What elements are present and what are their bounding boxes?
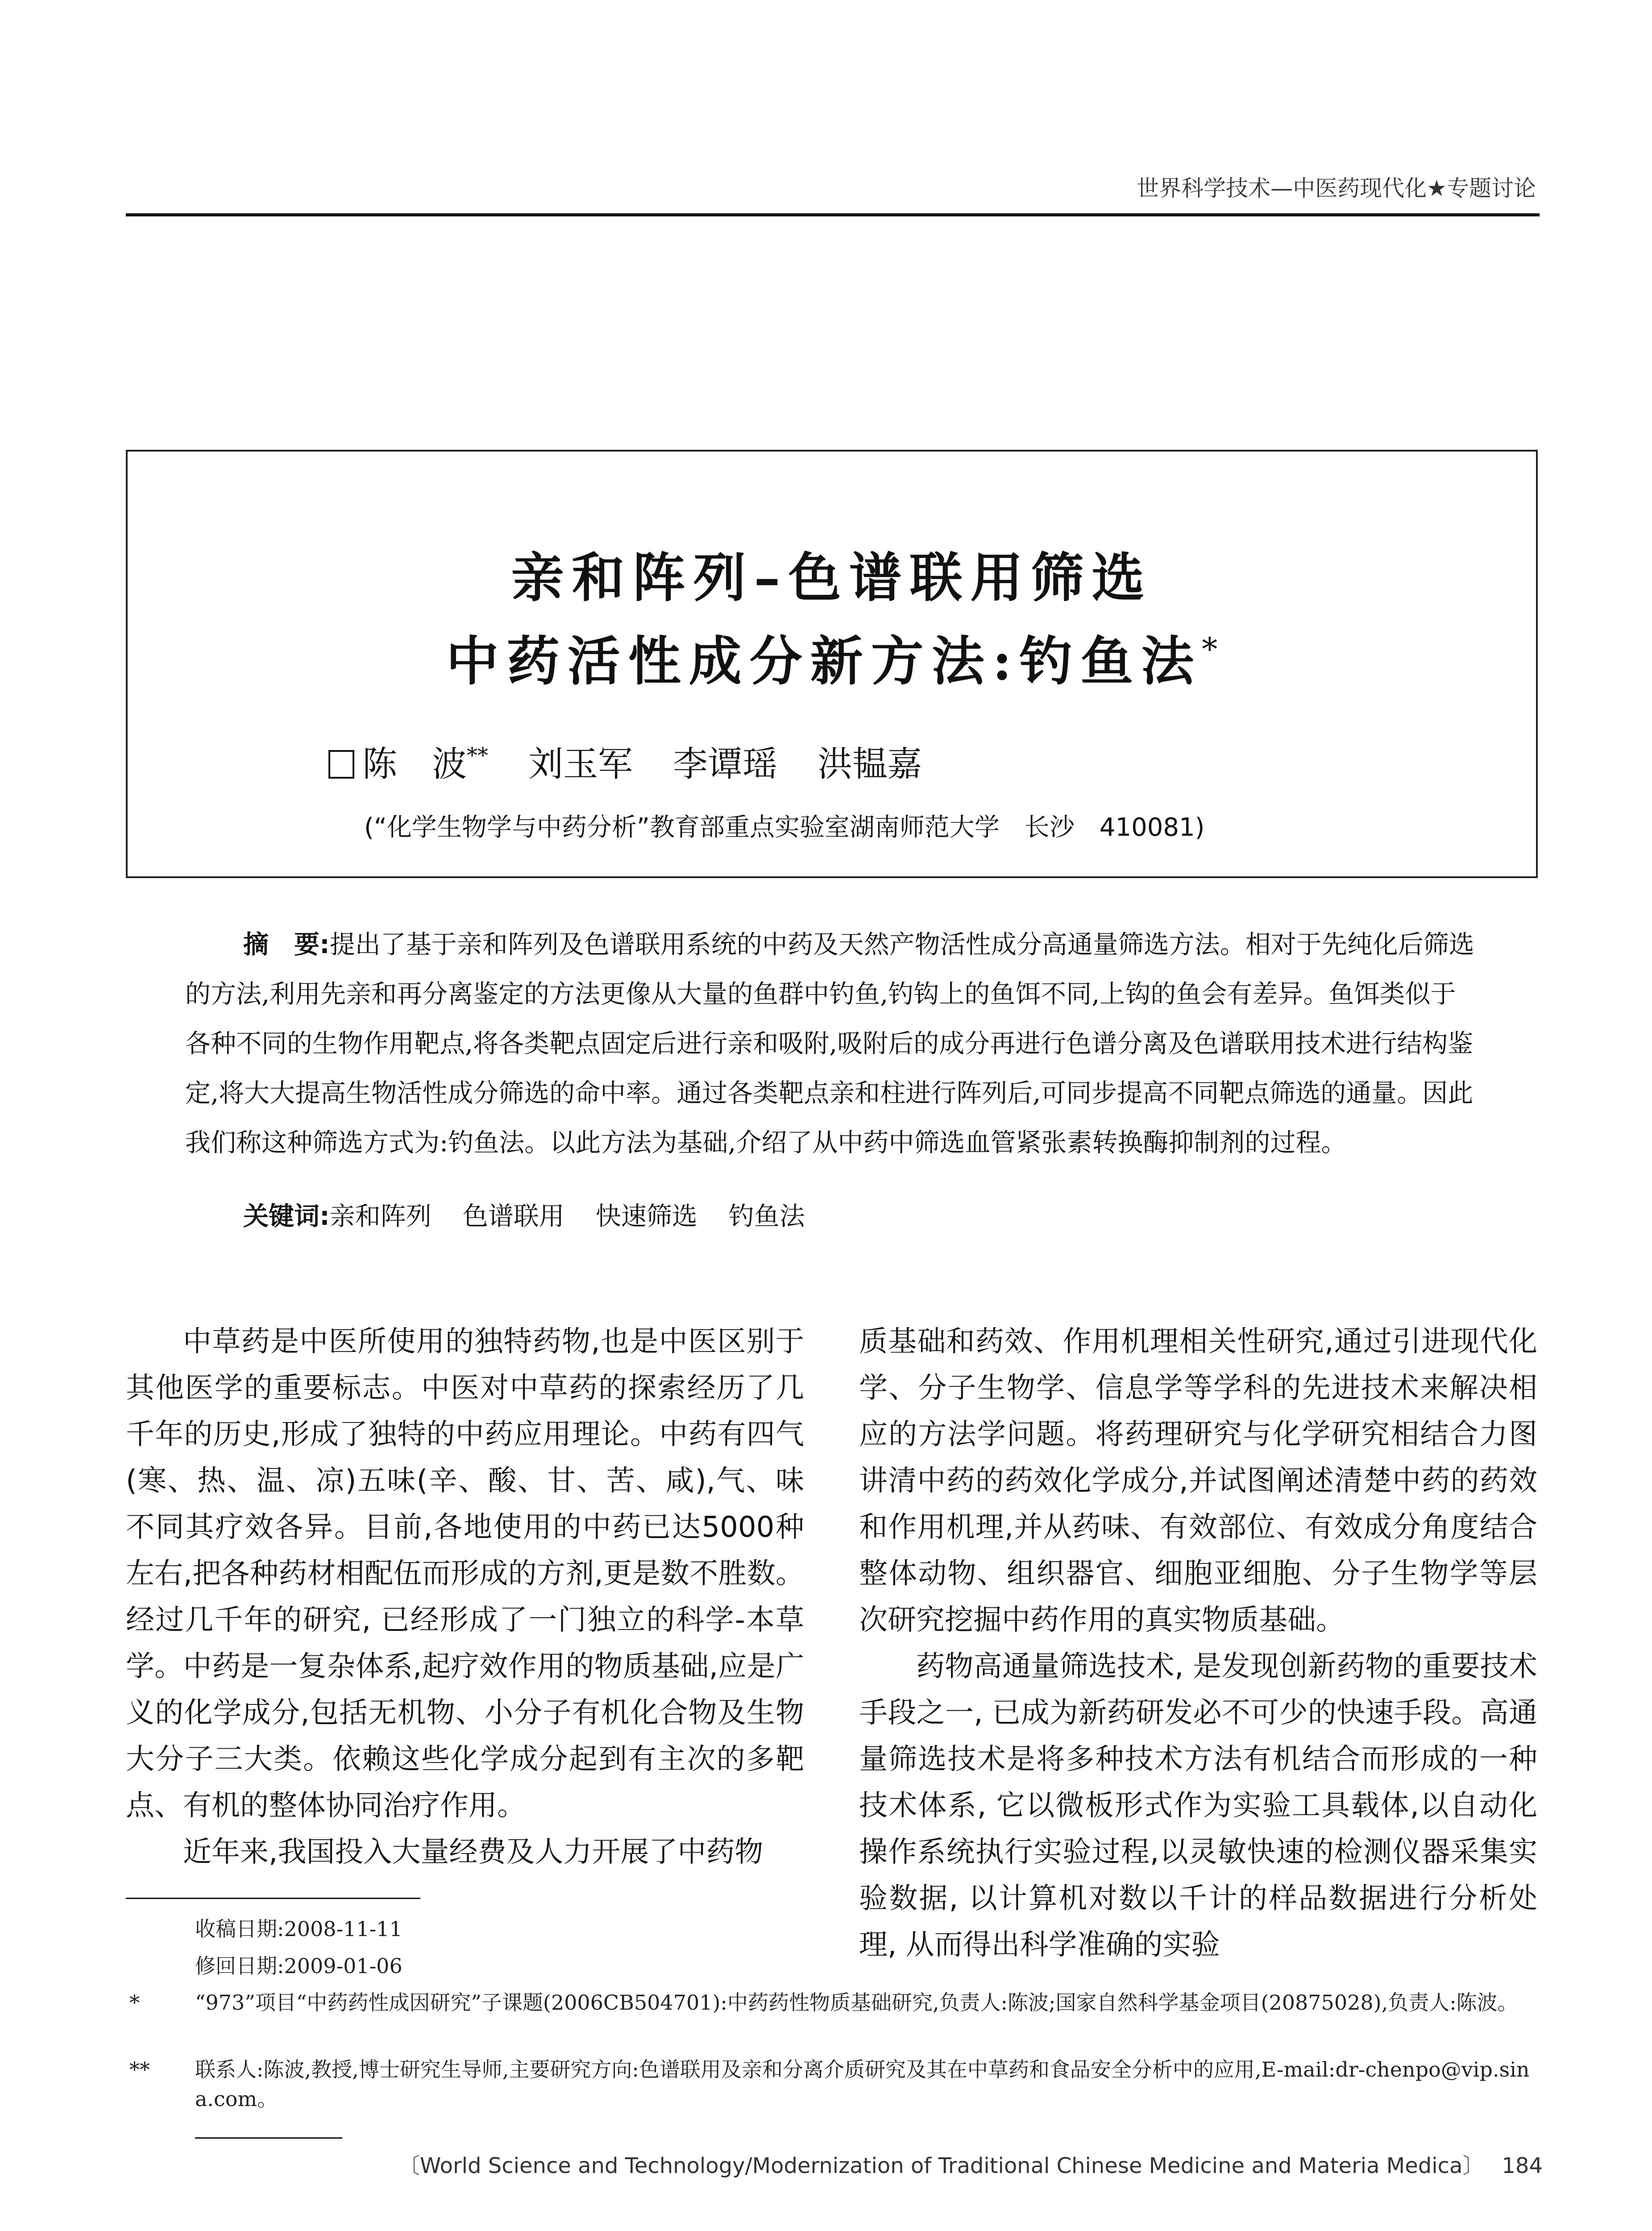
- author-3: 李谭瑶: [673, 744, 778, 784]
- footnote-star-mark: *: [129, 1990, 140, 2015]
- author-4: 洪韫嘉: [818, 744, 922, 784]
- title-line-2: [128, 619, 1536, 695]
- affiliation: (“化学生物学与中药分析”教育部重点实验室湖南师范大学 长沙 410081): [364, 813, 1205, 842]
- footnote-revised-date: 修回日期:2009-01-06: [195, 1954, 403, 1978]
- keywords-label: 关键词:: [243, 1202, 330, 1231]
- footnote-rule: [126, 1898, 420, 1899]
- body-paragraph: 中草药是中医所使用的独特药物,也是中医区别于其他医学的重要标志。中医对中草药的探索经历了几千年的历史,形成了独特的中药应用理论。中药有四气(寒、热、温、凉)五味(辛、酸、甘、苦、咸),气、味不同其疗效各异。目前,各地使用的中药已达5000种左右,把各种药材相配伍而形成的方剂,更是数不胜数。经过几千年的研究, 已经形成了一门独立的科学-本草学。中药是一复杂体系,起疗效作用的物质基础,应是广义的化学成分,包括无机物、小分子有机化合物及生物大分子三大类。依赖这些化学成分起到有主次的多靶点、有机的整体协同治疗作用。: [126, 1325, 804, 1822]
- keyword-item: 钓鱼法: [728, 1202, 805, 1231]
- journal-name: 〔World Science and Technology/Modernization of Traditional Chinese Medicine and Materia Medica〕: [398, 2153, 1484, 2178]
- author-1-mark: **: [467, 743, 489, 768]
- page-number: 184: [1502, 2153, 1543, 2178]
- body-paragraph: 近年来,我国投入大量经费及人力开展了中药物: [183, 1836, 764, 1869]
- title-line-1: 亲和阵列–色谱联用筛选: [511, 547, 1153, 609]
- footnote-received-date: 收稿日期:2008-11-11: [195, 1917, 403, 1941]
- journal-footer: [398, 2148, 1543, 2179]
- author-2: 刘玉军: [528, 744, 633, 784]
- keyword-item: 亲和阵列: [329, 1202, 432, 1231]
- footnote-end-rule: [195, 2137, 342, 2139]
- author-1: 陈 波: [362, 744, 467, 784]
- body-paragraph: 质基础和药效、作用机理相关性研究,通过引进现代化学、分子生物学、信息学等学科的先进技术来解决相应的方法学问题。将药理研究与化学研究相结合力图讲清中药的药效化学成分,并试图阐述清楚中药的药效和作用机理,并从药味、有效部位、有效成分角度结合整体动物、组织器官、细胞亚细胞、分子生物学等层次研究挖掘中药作用的真实物质基础。: [859, 1325, 1537, 1637]
- header-rule: [126, 213, 1540, 216]
- abstract-text: 提出了基于亲和阵列及色谱联用系统的中药及天然产物活性成分高通量筛选方法。相对于先纯化后筛选的方法,利用先亲和再分离鉴定的方法更像从大量的鱼群中钓鱼,钓钩上的鱼饵不同,上钩的鱼会有差异。鱼饵类似于各种不同的生物作用靶点,将各类靶点固定后进行亲和吸附,吸附后的成分再进行色谱分离及色谱联用技术进行结构鉴定,将大大提高生物活性成分筛选的命中率。通过各类靶点亲和柱进行阵列后,可同步提高不同靶点筛选的通量。因此我们称这种筛选方式为:钓鱼法。以此方法为基础,介绍了从中药中筛选血管紧张素转换酶抑制剂的过程。: [185, 930, 1474, 1157]
- running-head: 世界科学技术—中医药现代化★专题讨论: [1137, 175, 1536, 201]
- footnote-contact: 联系人:陈波,教授,博士研究生导师,主要研究方向:色谱联用及亲和分离介质研究及其在中草药和食品安全分析中的应用,E-mail:dr-chenpo@vip.sina.com。: [195, 2057, 1530, 2111]
- footnote-project: “973”项目“中药药性成因研究”子课题(2006CB504701):中药药性物质基础研究,负责人:陈波;国家自然科学基金项目(20875028),负责人:陈波。: [195, 1990, 1518, 2015]
- footnote-double-star-mark: **: [129, 2057, 150, 2082]
- abstract-label: 摘 要:: [243, 930, 330, 959]
- title-footnote-mark: *: [1202, 631, 1218, 668]
- keywords: [243, 1196, 836, 1232]
- abstract: [185, 920, 1479, 1168]
- body-column-left: [126, 1319, 804, 1875]
- title-box: [126, 450, 1538, 878]
- keyword-item: 快速筛选: [595, 1202, 697, 1231]
- author-line: [328, 736, 922, 786]
- keyword-item: 色谱联用: [462, 1202, 565, 1231]
- body-paragraph: 药物高通量筛选技术, 是发现创新药物的重要技术手段之一, 已成为新药研发必不可少的快速手段。高通量筛选技术是将多种技术方法有机结合而形成的一种技术体系, 它以微板形式作为实验工具载体,以自动化操作系统执行实验过程,以灵敏快速的检测仪器采集实验数据, 以计算机对数以千计的样品数据进行分析处理, 从而得出科学准确的实验: [859, 1650, 1537, 1961]
- body-column-right: [859, 1319, 1537, 1968]
- author-box-mark: [328, 750, 354, 779]
- title-line-2-text: 中药活性成分新方法:钓鱼法: [446, 630, 1202, 692]
